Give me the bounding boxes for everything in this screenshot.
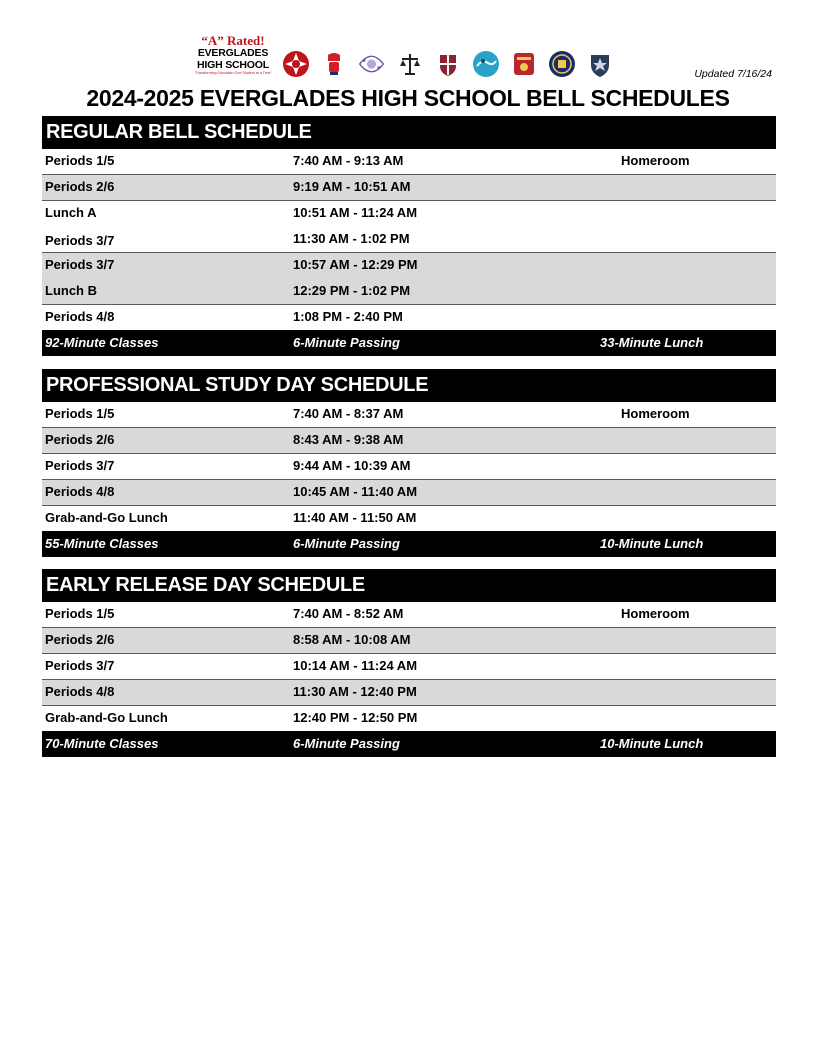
schedule-title: EARLY RELEASE DAY SCHEDULE (42, 569, 776, 602)
row-label: Lunch B (45, 283, 97, 298)
table-row (42, 453, 776, 479)
row-label: Periods 2/6 (45, 179, 115, 194)
row-time: 9:19 AM - 10:51 AM (293, 179, 411, 194)
row-label: Periods 4/8 (45, 484, 115, 499)
footer-lunch: 10-Minute Lunch (600, 536, 704, 551)
pre-law-emblem-icon (394, 49, 425, 80)
engineering-emblem-icon (508, 49, 539, 80)
table-row (42, 653, 776, 679)
row-time: 8:58 AM - 10:08 AM (293, 632, 411, 647)
table-row (42, 402, 776, 427)
police-emblem-icon (584, 49, 615, 80)
table-row (42, 427, 776, 453)
row-note: Homeroom (621, 406, 690, 421)
row-time: 7:40 AM - 9:13 AM (293, 153, 404, 168)
row-time: 8:43 AM - 9:38 AM (293, 432, 404, 447)
table-row (42, 602, 776, 627)
row-label: Periods 2/6 (45, 432, 115, 447)
schedule-title: PROFESSIONAL STUDY DAY SCHEDULE (42, 369, 776, 402)
row-label: Periods 3/7 (45, 233, 115, 248)
page-title: 2024-2025 EVERGLADES HIGH SCHOOL BELL SCHEDULES (86, 85, 730, 111)
table-row (42, 505, 776, 531)
row-label: Lunch A (45, 205, 97, 220)
row-label: Periods 2/6 (45, 632, 115, 647)
life-skills-emblem-icon (356, 49, 387, 80)
logo-name-line1: EVERGLADES (197, 47, 269, 59)
table-row (42, 479, 776, 505)
table-row (42, 705, 776, 731)
row-time: 10:57 AM - 12:29 PM (293, 257, 418, 272)
marine-emblem-icon (470, 49, 501, 80)
table-row (42, 304, 776, 330)
row-label: Grab-and-Go Lunch (45, 710, 168, 725)
table-row (42, 627, 776, 653)
row-time: 10:51 AM - 11:24 AM (293, 205, 418, 220)
program-emblems (280, 46, 615, 82)
lunch-b-group (42, 252, 776, 304)
footer-passing: 6-Minute Passing (293, 536, 400, 551)
row-label: Periods 1/5 (45, 406, 115, 421)
row-time: 10:14 AM - 11:24 AM (293, 658, 418, 673)
table-row (42, 174, 776, 200)
schedule-regular (42, 116, 776, 356)
row-label: Periods 4/8 (45, 684, 115, 699)
row-label: Periods 3/7 (45, 658, 115, 673)
row-time: 12:40 PM - 12:50 PM (293, 710, 418, 725)
table-row (42, 679, 776, 705)
row-time: 12:29 PM - 1:02 PM (293, 283, 411, 298)
document-header (0, 0, 816, 116)
row-label: Periods 3/7 (45, 257, 115, 272)
schedule-footer (42, 531, 776, 557)
logo-tagline: “Transforming Education One Student at a Time” (194, 71, 272, 75)
school-logo (193, 34, 273, 76)
schedule-title: REGULAR BELL SCHEDULE (42, 116, 776, 149)
fbi-emblem-icon (546, 49, 577, 80)
fire-rescue-emblem-icon (280, 49, 311, 80)
logo-name-line2: HIGH SCHOOL (197, 58, 269, 71)
row-label: Periods 4/8 (45, 309, 115, 324)
row-label: Grab-and-Go Lunch (45, 510, 168, 525)
row-label: Periods 3/7 (45, 458, 115, 473)
row-time: 11:30 AM - 1:02 PM (293, 231, 410, 246)
footer-classes: 70-Minute Classes (45, 736, 159, 751)
footer-passing: 6-Minute Passing (293, 736, 400, 751)
culinary-emblem-icon (318, 49, 349, 80)
row-label: Periods 1/5 (45, 606, 115, 621)
schedule-early-release-day (42, 569, 776, 757)
table-row (42, 149, 776, 174)
footer-lunch: 10-Minute Lunch (600, 736, 704, 751)
row-time: 10:45 AM - 11:40 AM (293, 484, 418, 499)
row-note: Homeroom (621, 606, 690, 621)
row-time: 7:40 AM - 8:52 AM (293, 606, 404, 621)
updated-date: Updated 7/16/24 (694, 68, 772, 80)
schedule-footer (42, 731, 776, 757)
lunch-a-group (42, 200, 776, 252)
footer-passing: 6-Minute Passing (293, 335, 400, 350)
row-note: Homeroom (621, 153, 690, 168)
logo-rated-text: “A” Rated! (201, 33, 265, 48)
schedule-professional-study-day (42, 369, 776, 557)
row-time: 11:30 AM - 12:40 PM (293, 684, 417, 699)
row-time: 7:40 AM - 8:37 AM (293, 406, 404, 421)
row-time: 1:08 PM - 2:40 PM (293, 309, 403, 324)
row-label: Periods 1/5 (45, 153, 115, 168)
row-time: 11:40 AM - 11:50 AM (293, 510, 417, 525)
row-time: 9:44 AM - 10:39 AM (293, 458, 411, 473)
schedule-footer (42, 330, 776, 356)
cambridge-emblem-icon (432, 49, 463, 80)
footer-classes: 55-Minute Classes (45, 536, 159, 551)
footer-lunch: 33-Minute Lunch (600, 335, 704, 350)
footer-classes: 92-Minute Classes (45, 335, 159, 350)
